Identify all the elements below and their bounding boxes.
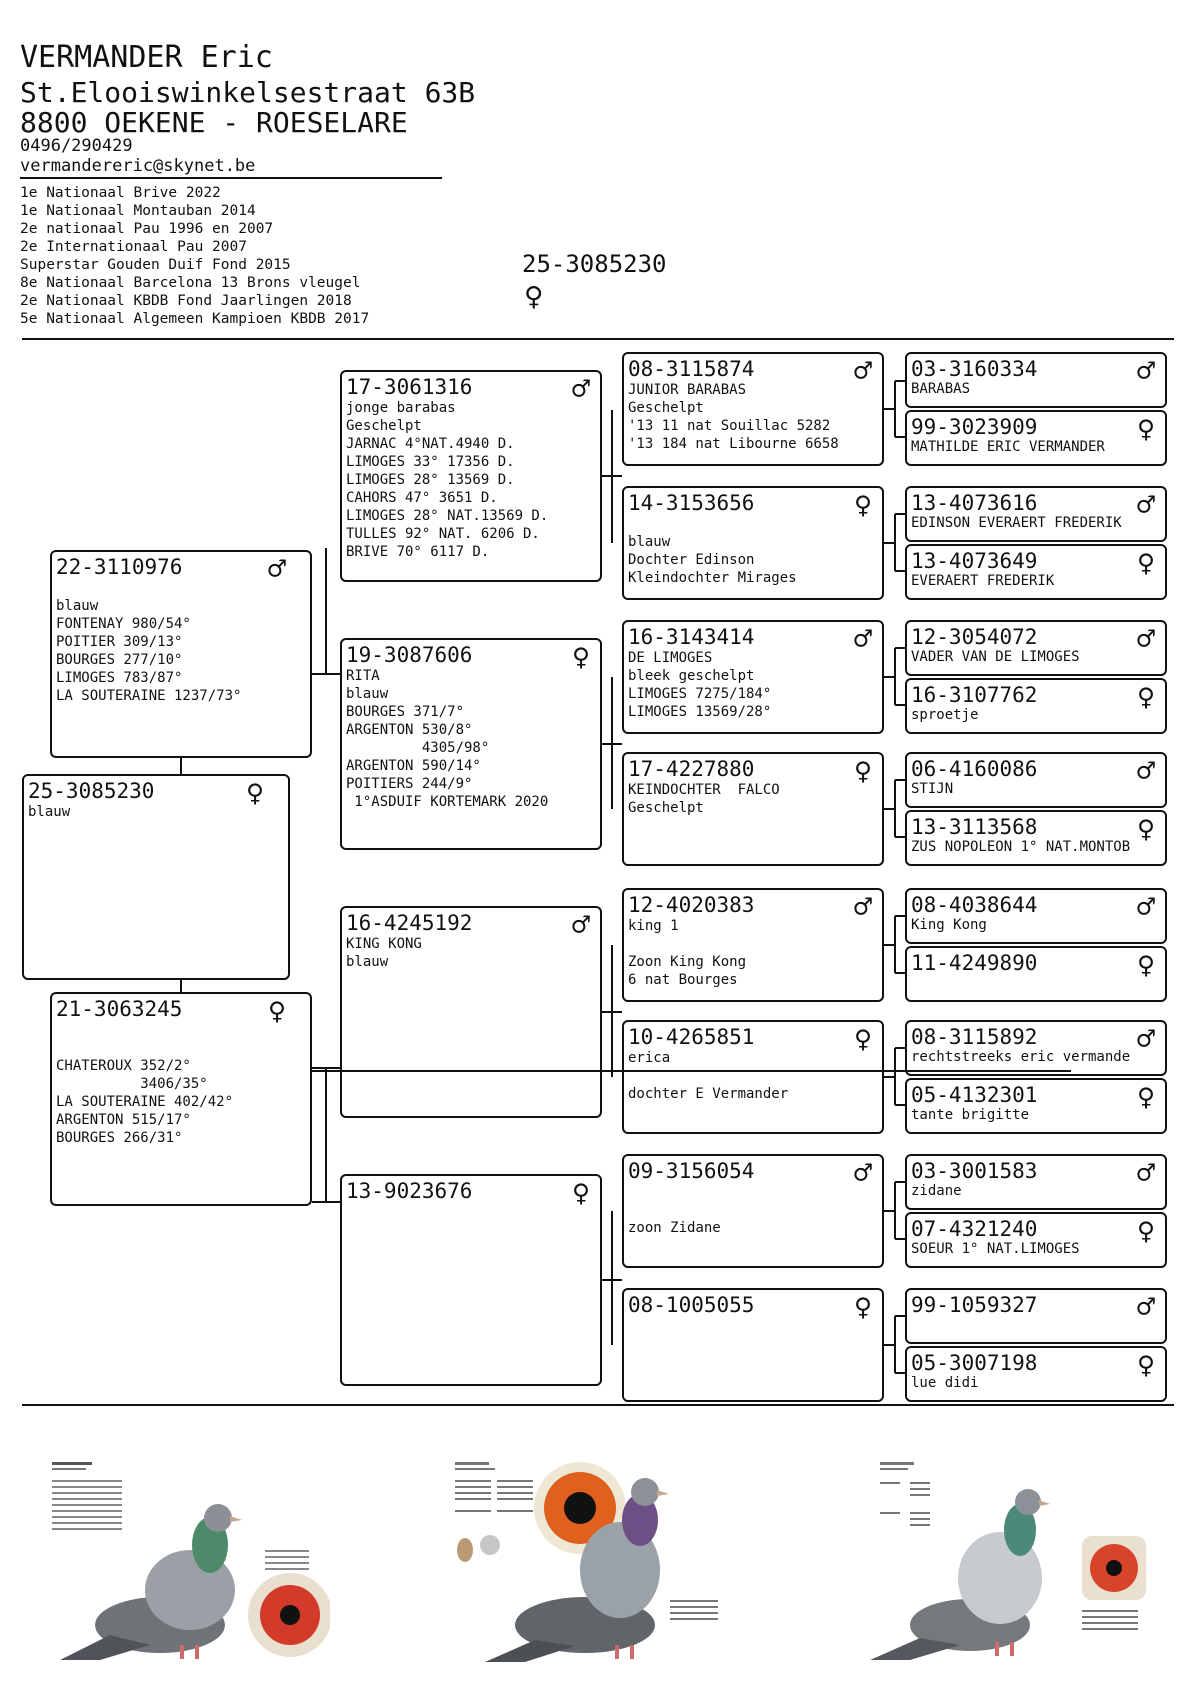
achievement-item: 1e Nationaal Montauban 2014 (20, 203, 256, 219)
male-symbol-icon: ♂ (853, 890, 872, 925)
achievement-item: 2e Nationaal KBDB Fond Jaarlingen 2018 (20, 293, 352, 309)
ring-number: 06-4160086 (911, 757, 1038, 781)
card-detail-line: Geschelpt (628, 400, 704, 416)
ring-number: 16-3107762 (911, 683, 1038, 707)
female-symbol-icon: ♀ (853, 1022, 872, 1057)
female-symbol-icon: ♀ (1136, 1080, 1155, 1115)
card-detail-line: STIJN (911, 781, 954, 797)
pedigree-card-mfm (622, 1020, 884, 1134)
card-details (911, 838, 1130, 856)
pedigree-card-fmf (622, 620, 884, 734)
card-detail-line (56, 579, 241, 597)
card-detail-line: Dochter Edinson (628, 552, 755, 568)
pedigree-card-g4 (905, 544, 1167, 600)
card-detail-line: DE LIMOGES (628, 650, 713, 666)
ring-number: 10-4265851 (628, 1025, 755, 1049)
ring-number: 13-3113568 (911, 815, 1038, 839)
pigeon-photo-2 (445, 1450, 735, 1670)
ring-number: 99-1059327 (911, 1293, 1038, 1317)
card-detail-line: blauw (56, 598, 99, 614)
connector-line (895, 1315, 905, 1317)
top-divider (22, 338, 1174, 340)
connector-line (895, 704, 905, 706)
male-symbol-icon: ♂ (267, 552, 286, 587)
connector-line (180, 980, 182, 992)
female-symbol-icon: ♀ (524, 277, 544, 315)
male-symbol-icon: ♂ (571, 372, 590, 407)
pedigree-card-g5 (905, 620, 1167, 676)
connector-line (895, 1238, 905, 1240)
male-symbol-icon: ♂ (1136, 754, 1155, 789)
owner-name: VERMANDER Eric (20, 40, 273, 75)
connector-line (894, 1182, 896, 1239)
pedigree-card-fmm (622, 752, 884, 866)
ring-number: 13-9023676 (346, 1179, 473, 1203)
male-symbol-icon: ♂ (1136, 1290, 1155, 1325)
card-detail-line: TULLES 92° NAT. 6206 D. (346, 526, 540, 542)
ring-number: 12-4020383 (628, 893, 755, 917)
card-detail-line: erica (628, 1050, 671, 1066)
card-details (911, 648, 1080, 666)
card-detail-line: lue didi (911, 1375, 979, 1391)
card-detail-line: LIMOGES 33° 17356 D. (346, 454, 515, 470)
pedigree-card-mf (340, 906, 602, 1118)
connector-line (895, 380, 905, 382)
ring-number: 14-3153656 (628, 491, 755, 515)
connector-line (895, 647, 905, 649)
card-detail-line: LIMOGES 28° NAT.13569 D. (346, 508, 549, 524)
achievement-item: 5e Nationaal Algemeen Kampioen KBDB 2017 (20, 311, 370, 327)
male-symbol-icon: ♂ (853, 1156, 872, 1191)
card-detail-line (628, 515, 797, 533)
female-symbol-icon: ♀ (853, 754, 872, 789)
female-symbol-icon: ♀ (1136, 1214, 1155, 1249)
card-details (911, 916, 987, 934)
card-detail-line: LIMOGES 13569/28° (628, 704, 772, 720)
card-detail-line: JUNIOR BARABAS (628, 382, 747, 398)
connector-line (895, 1181, 905, 1183)
card-detail-line: BOURGES 371/7° (346, 704, 465, 720)
card-detail-line: Geschelpt (346, 418, 422, 434)
pedigree-card-fff (622, 352, 884, 466)
owner-city: 8800 OEKENE - ROESELARE (20, 106, 408, 139)
card-detail-line (56, 1039, 233, 1057)
card-details (56, 1021, 233, 1147)
connector-line (895, 1047, 905, 1049)
ring-number: 03-3160334 (911, 357, 1038, 381)
card-details (628, 917, 746, 989)
connector-line (325, 548, 327, 674)
card-details (346, 667, 548, 811)
card-detail-line: ARGENTON 515/17° (56, 1112, 191, 1128)
ring-number: 05-3007198 (911, 1351, 1038, 1375)
card-detail-line: king 1 (628, 918, 679, 934)
connector-line (611, 945, 613, 1077)
card-details (911, 438, 1105, 456)
pedigree-card-mm (340, 1174, 602, 1386)
ring-number: 16-3143414 (628, 625, 755, 649)
subject-ring-number: 25-3085230 (522, 250, 667, 278)
male-symbol-icon: ♂ (853, 622, 872, 657)
owner-email: vermandereric@skynet.be (20, 156, 256, 176)
pedigree-card-fm (340, 638, 602, 850)
card-detail-line: blauw (28, 804, 71, 820)
pedigree-card-father (50, 550, 312, 758)
card-detail-line: King Kong (911, 917, 987, 933)
ring-number: 08-1005055 (628, 1293, 755, 1317)
card-detail-line: tante brigitte (911, 1107, 1030, 1123)
card-detail-line: POITIERS 244/9° (346, 776, 473, 792)
pedigree-card-g15 (905, 1288, 1167, 1344)
card-details (911, 706, 978, 724)
ring-number: 05-4132301 (911, 1083, 1038, 1107)
ring-number: 07-4321240 (911, 1217, 1038, 1241)
connector-line (895, 972, 905, 974)
connector-line (312, 1070, 1071, 1072)
male-symbol-icon: ♂ (1136, 1156, 1155, 1191)
female-symbol-icon: ♀ (853, 1290, 872, 1325)
connector-line (895, 1104, 905, 1106)
connector-line (895, 513, 905, 515)
achievements-list (20, 184, 369, 328)
connector-line (895, 915, 905, 917)
card-detail-line: BOURGES 266/31° (56, 1130, 183, 1146)
card-detail-line: SOEUR 1° NAT.LIMOGES (911, 1241, 1080, 1257)
achievement-item: 2e Internationaal Pau 2007 (20, 239, 247, 255)
card-detail-line: blauw (628, 534, 671, 550)
card-detail-line: 1°ASDUIF KORTEMARK 2020 (346, 794, 549, 810)
achievement-item: 2e nationaal Pau 1996 en 2007 (20, 221, 274, 237)
card-detail-line (628, 935, 746, 953)
ring-number: 13-4073649 (911, 549, 1038, 573)
card-detail-line: LIMOGES 28° 13569 D. (346, 472, 515, 488)
card-detail-line: EDINSON EVERAERT FREDERIK (911, 515, 1122, 531)
achievement-item: Superstar Gouden Duif Fond 2015 (20, 257, 291, 273)
card-detail-line: EVERAERT FREDERIK (911, 573, 1055, 589)
card-detail-line: zidane (911, 1183, 962, 1199)
card-details (56, 579, 241, 705)
ring-number: 09-3156054 (628, 1159, 755, 1183)
card-detail-line: Kleindochter Mirages (628, 570, 797, 586)
pedigree-card-g3 (905, 486, 1167, 542)
card-detail-line: BRIVE 70° 6117 D. (346, 544, 490, 560)
card-detail-line: CAHORS 47° 3651 D. (346, 490, 498, 506)
owner-street: St.Elooiswinkelsestraat 63B (20, 76, 476, 109)
card-detail-line (628, 1183, 721, 1201)
male-symbol-icon: ♂ (1136, 890, 1155, 925)
connector-line (312, 1201, 340, 1203)
card-detail-line: CHATEROUX 352/2° (56, 1058, 191, 1074)
pedigree-card-ff (340, 370, 602, 582)
pedigree-card-g16 (905, 1346, 1167, 1402)
card-detail-line: Zoon King Kong (628, 954, 747, 970)
card-details (911, 1240, 1080, 1258)
pedigree-card-mmf (622, 1154, 884, 1268)
card-detail-line: rechtstreeks eric vermande (911, 1049, 1131, 1065)
connector-line (895, 836, 905, 838)
card-details (628, 781, 780, 817)
card-detail-line: LIMOGES 783/87° (56, 670, 183, 686)
card-detail-line (56, 1021, 233, 1039)
connector-line (895, 1372, 905, 1374)
ring-number: 12-3054072 (911, 625, 1038, 649)
card-detail-line (628, 1201, 721, 1219)
pedigree-card-g8 (905, 810, 1167, 866)
card-detail-line: MATHILDE ERIC VERMANDER (911, 439, 1105, 455)
connector-line (894, 916, 896, 973)
card-detail-line: dochter E Vermander (628, 1086, 789, 1102)
card-details (911, 1374, 978, 1392)
pedigree-card-g14 (905, 1212, 1167, 1268)
card-details (911, 380, 970, 398)
card-detail-line: ZUS NOPOLEON 1° NAT.MONTOB (911, 839, 1131, 855)
card-detail-line: blauw (346, 686, 389, 702)
female-symbol-icon: ♀ (1136, 680, 1155, 715)
male-symbol-icon: ♂ (1136, 1022, 1155, 1057)
photo-strip (0, 1450, 1190, 1680)
connector-line (894, 648, 896, 705)
pedigree-card-mother (50, 992, 312, 1206)
card-detail-line: FONTENAY 980/54° (56, 616, 191, 632)
card-details (628, 1049, 788, 1103)
card-detail-line: ARGENTON 590/14° (346, 758, 481, 774)
card-details (628, 381, 839, 453)
card-details (911, 1182, 962, 1200)
card-details (911, 1048, 1130, 1066)
pedigree-card-g11 (905, 1020, 1167, 1076)
card-detail-line: BOURGES 277/10° (56, 652, 183, 668)
connector-line (325, 1068, 327, 1202)
ring-number: 08-4038644 (911, 893, 1038, 917)
card-detail-line: ARGENTON 530/8° (346, 722, 473, 738)
owner-divider (20, 177, 442, 179)
card-detail-line: '13 184 nat Libourne 6658 (628, 436, 839, 452)
achievement-item: 8e Nationaal Barcelona 13 Brons vleugel (20, 275, 361, 291)
card-detail-line: LA SOUTERAINE 402/42° (56, 1094, 234, 1110)
card-detail-line: blauw (346, 954, 389, 970)
card-detail-line: LIMOGES 7275/184° (628, 686, 772, 702)
ring-number: 03-3001583 (911, 1159, 1038, 1183)
ring-number: 22-3110976 (56, 555, 183, 579)
card-details (628, 649, 771, 721)
connector-line (894, 1316, 896, 1373)
female-symbol-icon: ♀ (1136, 412, 1155, 447)
pedigree-card-g1 (905, 352, 1167, 408)
female-symbol-icon: ♀ (1136, 1348, 1155, 1383)
connector-line (895, 779, 905, 781)
card-details (346, 399, 548, 561)
female-symbol-icon: ♀ (1136, 812, 1155, 847)
male-symbol-icon: ♂ (1136, 354, 1155, 389)
male-symbol-icon: ♂ (571, 908, 590, 943)
card-detail-line: zoon Zidane (628, 1220, 721, 1236)
female-symbol-icon: ♀ (267, 994, 286, 1029)
pigeon-photo-3 (860, 1450, 1150, 1670)
ring-number: 17-4227880 (628, 757, 755, 781)
pedigree-card-g9 (905, 888, 1167, 944)
pedigree-card-g7 (905, 752, 1167, 808)
connector-line (611, 1211, 613, 1345)
card-detail-line: POITIER 309/13° (56, 634, 183, 650)
pedigree-card-mmm (622, 1288, 884, 1402)
card-detail-line: '13 11 nat Souillac 5282 (628, 418, 831, 434)
card-detail-line: sproetje (911, 707, 979, 723)
card-detail-line: 4305/98° (346, 740, 490, 756)
achievement-item: 1e Nationaal Brive 2022 (20, 185, 221, 201)
ring-number: 08-3115892 (911, 1025, 1038, 1049)
female-symbol-icon: ♀ (1136, 948, 1155, 983)
card-detail-line: jonge barabas (346, 400, 456, 416)
card-details (346, 935, 422, 971)
card-details (28, 803, 70, 821)
card-details (911, 1106, 1029, 1124)
female-symbol-icon: ♀ (1136, 546, 1155, 581)
ring-number: 16-4245192 (346, 911, 473, 935)
pedigree-card-mff (622, 888, 884, 1002)
owner-phone: 0496/290429 (20, 136, 133, 156)
card-detail-line: RITA (346, 668, 380, 684)
card-detail-line: JARNAC 4°NAT.4940 D. (346, 436, 515, 452)
card-detail-line: 3406/35° (56, 1076, 208, 1092)
card-detail-line: bleek geschelpt (628, 668, 755, 684)
pedigree-card-ffm (622, 486, 884, 600)
ring-number: 21-3063245 (56, 997, 183, 1021)
card-details (911, 780, 953, 798)
connector-line (894, 780, 896, 837)
male-symbol-icon: ♂ (1136, 622, 1155, 657)
ring-number: 11-4249890 (911, 951, 1038, 975)
connector-line (895, 570, 905, 572)
ring-number: 13-4073616 (911, 491, 1038, 515)
female-symbol-icon: ♀ (245, 776, 264, 811)
card-details (911, 514, 1122, 532)
ring-number: 25-3085230 (28, 779, 155, 803)
ring-number: 08-3115874 (628, 357, 755, 381)
connector-line (894, 1048, 896, 1105)
ring-number: 17-3061316 (346, 375, 473, 399)
pedigree-card-g6 (905, 678, 1167, 734)
female-symbol-icon: ♀ (571, 1176, 590, 1211)
card-details (628, 1183, 721, 1237)
connector-line (611, 677, 613, 809)
male-symbol-icon: ♂ (1136, 488, 1155, 523)
card-details (628, 515, 797, 587)
female-symbol-icon: ♀ (853, 488, 872, 523)
connector-line (894, 381, 896, 437)
ring-number: 99-3023909 (911, 415, 1038, 439)
connector-line (611, 410, 613, 543)
card-detail-line: LA SOUTERAINE 1237/73° (56, 688, 242, 704)
card-detail-line: Geschelpt (628, 800, 704, 816)
pedigree-card-g13 (905, 1154, 1167, 1210)
pedigree-card-subject (22, 774, 290, 980)
connector-line (180, 758, 182, 774)
card-detail-line: VADER VAN DE LIMOGES (911, 649, 1080, 665)
card-detail-line: KING KONG (346, 936, 422, 952)
pedigree-card-g12 (905, 1078, 1167, 1134)
card-detail-line: KEINDOCHTER FALCO (628, 782, 780, 798)
pigeon-photo-1 (40, 1450, 330, 1670)
card-detail-line: 6 nat Bourges (628, 972, 738, 988)
pedigree-card-g2 (905, 410, 1167, 466)
pedigree-card-g10 (905, 946, 1167, 1002)
male-symbol-icon: ♂ (853, 354, 872, 389)
bottom-divider (22, 1404, 1174, 1406)
card-detail-line: BARABAS (911, 381, 971, 397)
female-symbol-icon: ♀ (571, 640, 590, 675)
ring-number: 19-3087606 (346, 643, 473, 667)
card-details (911, 572, 1054, 590)
connector-line (895, 436, 905, 438)
connector-line (894, 514, 896, 571)
